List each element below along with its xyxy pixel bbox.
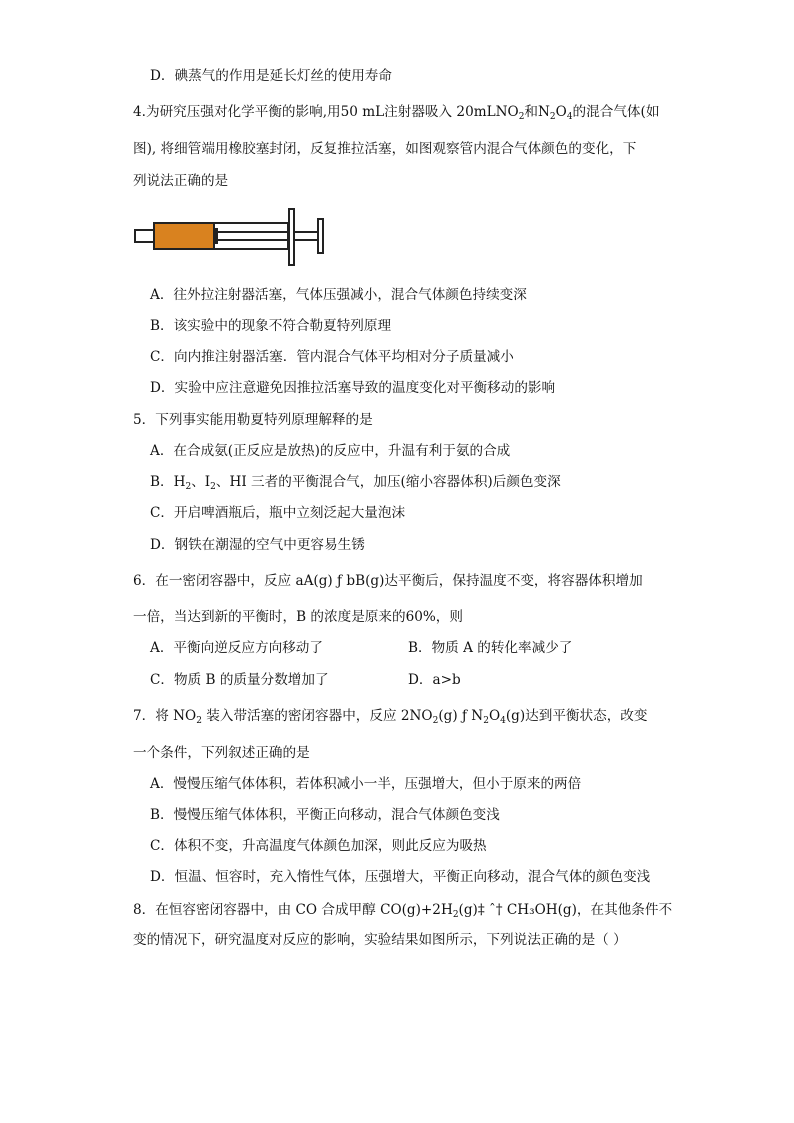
gas-mixture xyxy=(154,223,214,249)
q6-option-d: D．a>b xyxy=(408,672,461,688)
syringe-tip xyxy=(135,230,155,242)
q4-option-d: D．实验中应注意避免因推拉活塞导致的温度变化对平衡移动的影响 xyxy=(150,380,556,396)
q3-option-d: D．碘蒸气的作用是延长灯丝的使用寿命 xyxy=(150,68,392,84)
q4-option-a: A．往外拉注射器活塞，气体压强减小，混合气体颜色持续变深 xyxy=(150,287,527,303)
q5-stem: 5．下列事实能用勒夏特列原理解释的是 xyxy=(133,412,373,428)
q5-option-b: B．$H_2$、$I_2$、HI 三者的平衡混合气，加压(缩小容器体积)后颜色变深 xyxy=(150,474,561,492)
q7-stem-line2: 一个条件，下列叙述正确的是 xyxy=(133,745,310,761)
q4-option-c: C．向内推注射器活塞．管内混合气体平均相对分子质量减小 xyxy=(150,349,514,365)
q6-option-c: C．物质 B 的质量分数增加了 xyxy=(150,672,329,688)
q7-option-b: B．慢慢压缩气体体积，平衡正向移动，混合气体颜色变浅 xyxy=(150,807,500,823)
plunger-thumb-rest xyxy=(318,219,323,253)
q4-stem-line3: 列说法正确的是 xyxy=(133,173,229,189)
q6-stem-line1: 6．在一密闭容器中，反应 aA(g) ƒ bB(g)达平衡后，保持温度不变，将容器体积增加 xyxy=(133,573,643,589)
q7-option-c: C．体积不变，升高温度气体颜色加深，则此反应为吸热 xyxy=(150,838,487,854)
q6-option-b: B．物质 A 的转化率减少了 xyxy=(408,640,573,656)
syringe-barrel xyxy=(214,223,288,249)
q4-stem-line2: 图), 将细管端用橡胶塞封闭，反复推拉活塞，如图观察管内混合气体颜色的变化，下 xyxy=(133,141,637,157)
q7-option-a: A．慢慢压缩气体体积，若体积减小一半，压强增大，但小于原来的两倍 xyxy=(150,776,582,792)
q4-option-b: B．该实验中的现象不符合勒夏特列原理 xyxy=(150,318,392,334)
q5-option-a: A．在合成氨(正反应是放热)的反应中，升温有利于氨的合成 xyxy=(150,443,511,459)
q7-stem-line1: 7．将 $NO_2$ 装入带活塞的密闭容器中，反应 $2NO_2(g)$ ƒ $N_2O_4(g)$达到平衡状态，改变 xyxy=(133,708,648,726)
q6-option-a: A．平衡向逆反应方向移动了 xyxy=(150,640,323,656)
q5-option-d: D．钢铁在潮湿的空气中更容易生锈 xyxy=(150,537,365,553)
q5-option-c: C．开启啤酒瓶后，瓶中立刻泛起大量泡沫 xyxy=(150,505,406,521)
q8-stem-line1: 8．在恒容密闭容器中，由 CO 合成甲醇 $CO(g)+2H_2(g)\ddagger$ ˆ† CH₃OH(g)，在其他条件不 xyxy=(133,902,673,920)
q6-stem-line2: 一倍，当达到新的平衡时，B 的浓度是原来的60%，则 xyxy=(133,609,463,625)
barrel-flange xyxy=(289,209,294,265)
q7-option-d: D．恒温、恒容时，充入惰性气体，压强增大，平衡正向移动，混合气体的颜色变浅 xyxy=(150,869,651,885)
q4-stem-line1: 4.为研究压强对化学平衡的影响,用50 mL注射器吸入 20mLNO$_2$和$N_2O_4$的混合气体(如 xyxy=(133,104,660,122)
q8-stem-line2: 变的情况下，研究温度对反应的影响，实验结果如图所示，下列说法正确的是（ ） xyxy=(133,932,627,948)
syringe-diagram xyxy=(132,206,332,268)
